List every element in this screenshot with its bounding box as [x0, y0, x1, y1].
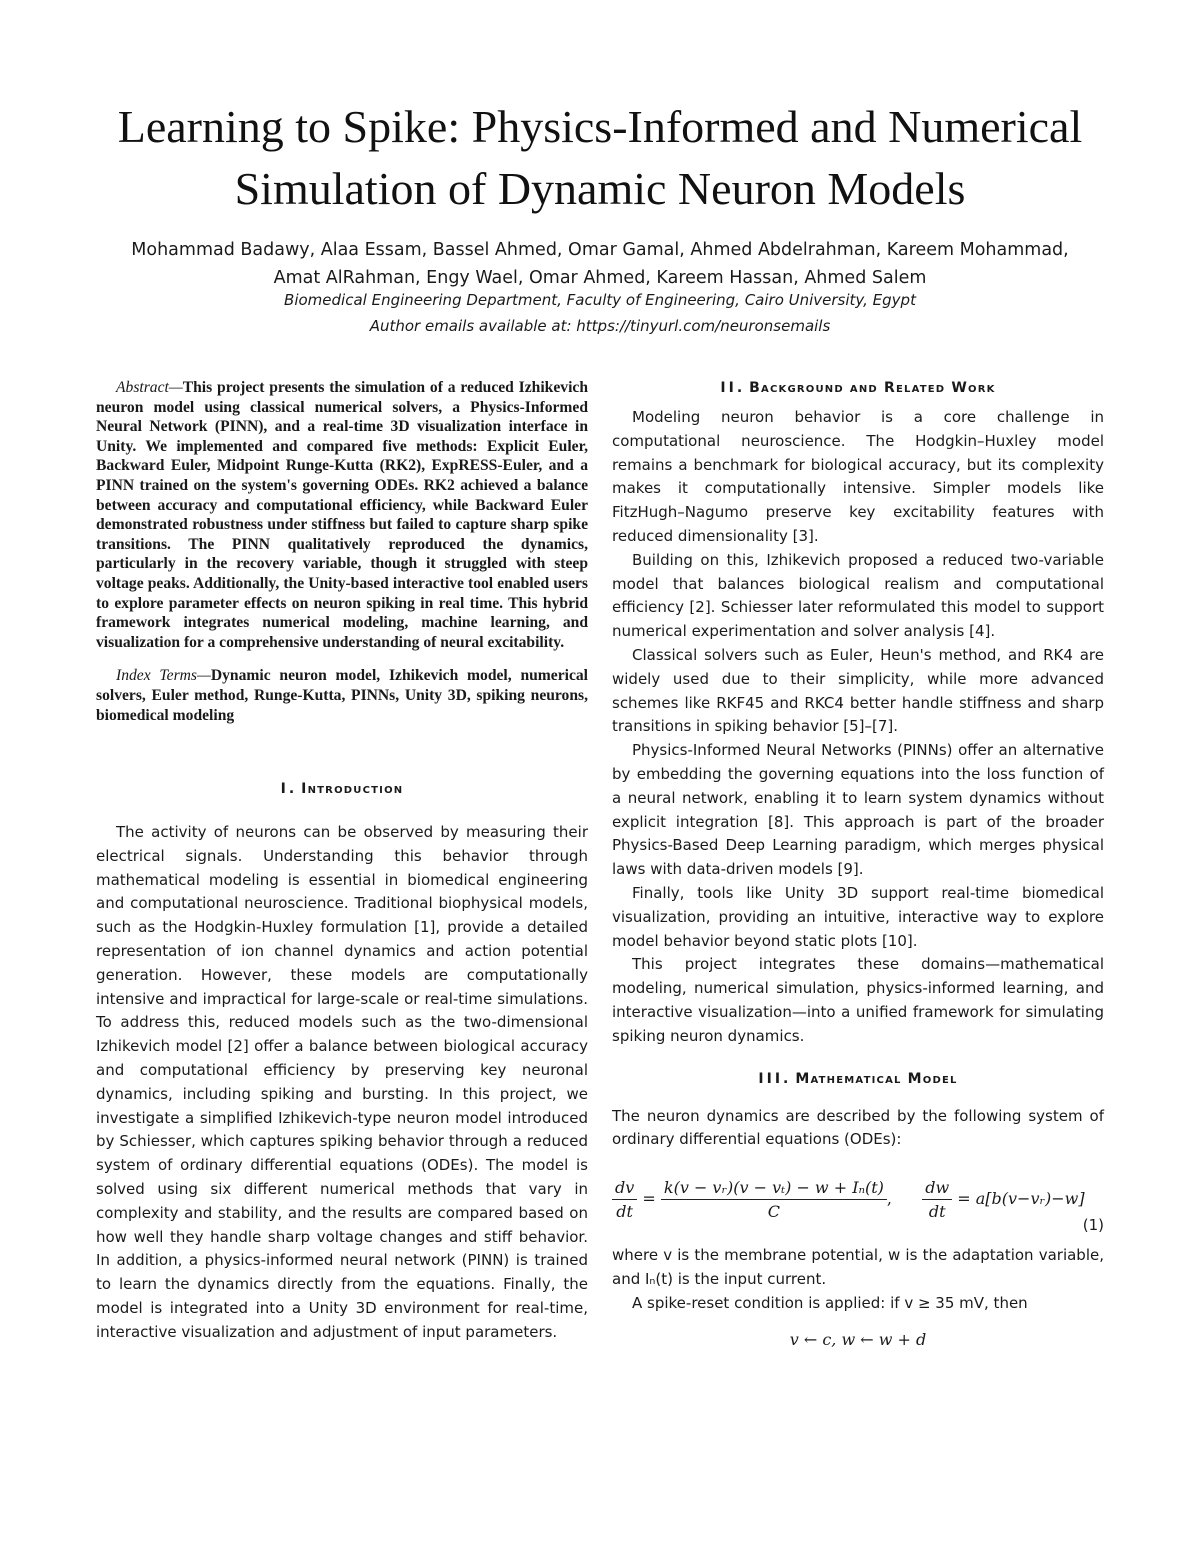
fraction-numerator: dw [922, 1178, 952, 1200]
background-paragraph: Modeling neuron behavior is a core challenge in computational neuroscience. The Hodgkin–Huxley model remains a benchmark for biological accuracy, but its complexity makes it computationally intensive. Simpler models like FitzHugh–Nagumo preserve key excitability features with reduced dimensionality [3]. [612, 408, 1104, 545]
left-column [96, 378, 588, 1345]
abstract-lead: Abstract— [116, 379, 183, 396]
background-paragraph: Finally, tools like Unity 3D support real-time biomedical visualization, providing an intuitive, interactive way to explore model behavior beyond static plots [10]. [612, 883, 1104, 950]
variable-definitions: where v is the membrane potential, w is the adaptation variable, and Iₙ(t) is the input current. [612, 1246, 1104, 1288]
equation-number: (1) [1082, 1216, 1104, 1235]
section-heading-introduction [96, 781, 588, 797]
section-title: Background and Related Work [749, 380, 996, 396]
abstract-text: This project presents the simulation of a reduced Izhikevich neuron model using classical numerical solvers, a Physics-Informed Neural Network (PINN), and a real-time 3D visualization interface in Unity. We implemented and compared five methods: Explicit Euler, Backward Euler, Midpoint Runge-Kutta (RK2), ExpRESS-Euler, and a PINN trained on the system's governing ODEs. RK2 achieved a balance between accuracy and computational efficiency, while Backward Euler demonstrated robustness under stiffness but failed to capture sharp spike transitions. The PINN qualitatively reproduced the dynamics, particularly in the recovery variable, though it struggled with steep voltage peaks. Additionally, the Unity-based interactive tool enabled users to explore parameter effects on neuron spiking in real time. This hybrid framework integrates numerical modeling, machine learning, and visualization for a comprehensive understanding of neural excitability. [96, 379, 588, 651]
authors-line-1: Mohammad Badawy, Alaa Essam, Bassel Ahmed, Omar Gamal, Ahmed Abdelrahman, Kareem Mohammad, [131, 240, 1069, 260]
intro-paragraph: The activity of neurons can be observed by measuring their electrical signals. Understanding this behavior through mathematical modeling is essential in biomedical engineering and computational neuroscience. Traditional biophysical models, such as the Hodgkin-Huxley formulation [1], provide a detailed representation of ion channel dynamics and action potential generation. However, these models are computationally intensive and impractical for large-scale or real-time simulations. To address this, reduced models such as the two-dimensional Izhikevich model [2] offer a balance between biological accuracy and computational efficiency by preserving key neuronal dynamics, including spiking and bursting. In this project, we investigate a simplified Izhikevich-type neuron model introduced by Schiesser, which captures spiking behavior through a reduced system of ordinary differential equations (ODEs). The model is solved using six different numerical methods that vary in complexity and stability, and the results are compared based on how well they handle sharp voltage changes and stiff behavior. In addition, a physics-informed neural network (PINN) is trained to learn the dynamics directly from the equations. Finally, the model is integrated into a Unity 3D environment for real-time, interactive visualization and adjustment of input parameters. [96, 823, 588, 1341]
section-numeral: I. [280, 781, 298, 798]
paper-title [60, 96, 1140, 220]
background-paragraph: Physics-Informed Neural Networks (PINNs) offer an alternative by embedding the governing equations into the loss function of a neural network, enabling it to learn system dynamics without explicit integration [8]. This approach is part of the broader Physics-Based Deep Learning paradigm, which merges physical laws with data-driven models [9]. [612, 741, 1104, 879]
fraction-numerator: dv [612, 1178, 637, 1200]
background-paragraph: This project integrates these domains—mathematical modeling, numerical simulation, physics-informed learning, and interactive visualization—into a unified framework for simulating spiking neuron dynamics. [612, 955, 1104, 1045]
background-paragraph: Classical solvers such as Euler, Heun's method, and RK4 are widely used due to their simplicity, while more advanced schemes like RKF45 and RKC4 better handle stiffness and sharp transitions in spiking behavior [5]–[7]. [612, 645, 1104, 736]
fraction-dw-dt [922, 1178, 952, 1221]
fraction-numerator: k(v − vᵣ)(v − vₜ) − w + Iₙ(t) [661, 1178, 887, 1200]
abstract [96, 378, 588, 652]
section-numeral: II. [720, 380, 746, 396]
right-column [612, 378, 1104, 1349]
author-emails: Author emails available at: https://tinyurl.com/neuronsemails [369, 317, 831, 335]
title-line-2: Simulation of Dynamic Neuron Models [234, 163, 966, 214]
section-heading-mathematical-model [612, 1071, 1104, 1087]
equation-rhs-w: = a[b(v−vᵣ)−w] [957, 1189, 1085, 1209]
section-title: Introduction [301, 781, 404, 798]
fraction-rhs-v [661, 1178, 887, 1221]
affiliation: Biomedical Engineering Department, Faculty of Engineering, Cairo University, Egypt [284, 291, 916, 309]
reset-equation: v ← c, w ← w + d [789, 1329, 927, 1349]
authors-line-2: Amat AlRahman, Engy Wael, Omar Ahmed, Kareem Hassan, Ahmed Salem [273, 268, 927, 288]
spike-reset-text: A spike-reset condition is applied: if v ≥ 35 mV, then [632, 1293, 1028, 1312]
math-intro: The neuron dynamics are described by the following system of ordinary differential equations (ODEs): [612, 1106, 1104, 1149]
title-line-1: Learning to Spike: Physics-Informed and Numerical [117, 101, 1083, 152]
background-paragraph: Building on this, Izhikevich proposed a reduced two-variable model that balances biological realism and computational efficiency [2]. Schiesser later reformulated this model to support numerical experimentation and solver analysis [4]. [612, 550, 1104, 641]
fraction-dv-dt [612, 1178, 637, 1221]
index-terms-lead: Index Terms— [116, 667, 211, 685]
index-terms [96, 666, 588, 725]
section-numeral: III. [758, 1070, 792, 1087]
fraction-denominator: dt [616, 1202, 633, 1222]
equation-1: $\frac{dv}{dt}$ = $\frac{\text{k(v − vᵣ)(v − vₜ) − w + Iₙ(t)}}{C}$ , $\frac{dw}{dt}$ = a[b(v−vᵣ)−w] (1) [612, 1178, 1104, 1230]
affiliation-block [60, 287, 1140, 339]
fraction-denominator: C [767, 1202, 781, 1222]
fraction-denominator: dt [928, 1202, 946, 1222]
section-heading-background [612, 380, 1104, 396]
author-list [60, 236, 1140, 292]
section-title: Mathematical Model [795, 1070, 958, 1087]
index-terms-text: Dynamic neuron model, Izhikevich model, numerical solvers, Euler method, Runge-Kutta, PINNs, Unity 3D, spiking neurons, biomedical modeling [96, 667, 589, 724]
